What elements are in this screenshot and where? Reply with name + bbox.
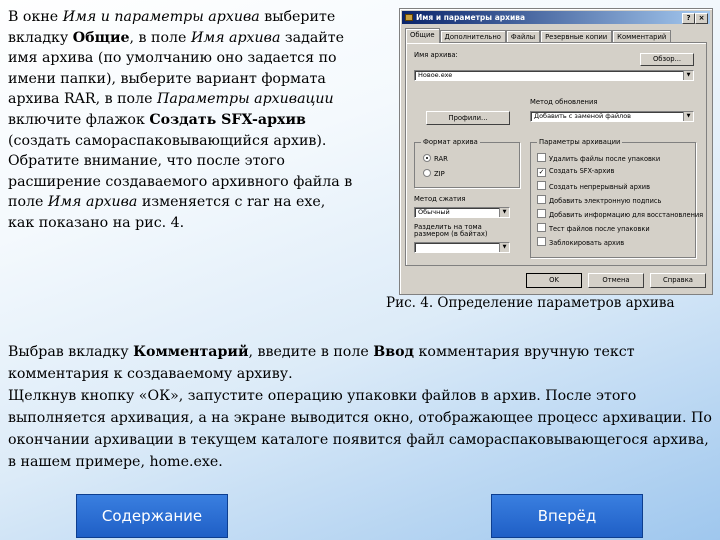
archive-format-group — [414, 138, 520, 188]
checkbox-icon: ✓ — [538, 168, 545, 176]
tab-panel-general — [405, 42, 707, 266]
archive-name-input[interactable] — [414, 70, 694, 81]
field-name: Ввод — [373, 344, 415, 360]
text: , в поле — [129, 29, 191, 46]
tab-name: Общие — [72, 29, 130, 46]
checkbox-label: Удалить файлы после упаковки — [549, 155, 661, 163]
compression-label: Метод сжатия — [414, 195, 466, 203]
checkbox-icon — [537, 195, 546, 204]
chevron-down-icon[interactable]: ▼ — [683, 71, 693, 80]
checkbox-icon — [537, 237, 546, 246]
contents-button[interactable]: Содержание — [76, 494, 228, 538]
checkbox-label: Добавить информацию для восстановления — [549, 211, 704, 219]
instruction-paragraph — [8, 7, 353, 234]
radio-icon — [423, 154, 431, 162]
field-name: Имя архива — [190, 29, 281, 46]
cancel-button[interactable]: Отмена — [588, 273, 644, 288]
dialog-title: Имя и параметры архива — [416, 13, 526, 22]
tab-name: Комментарий — [133, 344, 249, 360]
close-icon[interactable]: × — [695, 13, 708, 24]
checkbox-solid-archive[interactable] — [537, 181, 650, 191]
checkbox-name: Создать SFX-архив — [149, 111, 306, 128]
text: , введите в поле — [248, 344, 374, 360]
checkbox-icon — [537, 223, 546, 232]
archiving-options-title: Параметры архивации — [539, 138, 621, 146]
comment-paragraph — [8, 341, 714, 385]
archiving-options-group — [530, 138, 704, 258]
winrar-icon — [405, 14, 413, 21]
checkbox-create-sfx[interactable] — [537, 167, 614, 177]
browse-button[interactable]: Обзор... — [640, 53, 694, 66]
text: изменяется с rar на exe, как показано на рис. 4. — [8, 194, 326, 231]
split-volumes-select[interactable] — [414, 242, 510, 253]
update-method-label: Метод обновления — [530, 98, 598, 106]
archive-name-label: Имя архива: — [414, 51, 458, 59]
checkbox-label: Добавить электронную подпись — [549, 197, 662, 205]
archive-name-value: Новое.exe — [418, 71, 453, 79]
tab-advanced[interactable]: Дополнительно — [440, 30, 506, 43]
archiving-paragraph: Щелкнув кнопку «ОК», запустите операцию упаковки файлов в архив. После этого выполняется архивация, а на экране выводится окно, отображающее процесс архивации. По окончании архивации в текущем каталоге появится файл самораспаковывающегося архива, в нашем примере, home.exe. — [8, 388, 712, 470]
checkbox-icon — [537, 181, 546, 190]
chevron-down-icon[interactable]: ▼ — [499, 243, 509, 252]
checkbox-authenticity[interactable] — [537, 195, 661, 205]
checkbox-label: Заблокировать архив — [549, 239, 625, 247]
tab-files[interactable]: Файлы — [506, 30, 540, 43]
checkbox-icon — [537, 153, 546, 162]
text: (создать самораспаковывающийся архив). Обратите внимание, что после этого расширение создаваемого архивного файла в поле — [8, 132, 353, 211]
tab-comment[interactable]: Комментарий — [612, 30, 671, 43]
ok-button[interactable]: OK — [526, 273, 582, 288]
field-name: Имя архива — [47, 194, 138, 211]
radio-icon — [423, 169, 431, 177]
checkbox-icon — [537, 209, 546, 218]
help-button[interactable]: Справка — [650, 273, 706, 288]
split-volumes-label: Разделить на тома размером (в байтах) — [414, 223, 488, 238]
checkbox-recovery-record[interactable] — [537, 209, 703, 219]
field-name: Параметры архивации — [157, 91, 334, 108]
text: Выбрав вкладку — [8, 344, 134, 360]
tab-backup[interactable]: Резервные копии — [540, 30, 612, 43]
instruction-text-bottom — [8, 341, 714, 473]
checkbox-label: Создать SFX-архив — [549, 167, 615, 175]
text: комментария вручную текст комментария к создаваемому архиву. — [8, 344, 635, 382]
text: В окне — [8, 9, 63, 25]
radio-zip[interactable] — [423, 169, 445, 178]
dialog-titlebar — [402, 11, 710, 24]
text: задайте имя архива (по умолчанию оно задается по имени папки), выберите вариант формата архива RAR, в поле — [8, 29, 345, 108]
update-method-select[interactable] — [530, 111, 694, 122]
checkbox-delete-files[interactable] — [537, 153, 660, 163]
archive-format-title: Формат архива — [423, 138, 478, 146]
help-icon[interactable]: ? — [682, 13, 695, 24]
checkbox-lock-archive[interactable] — [537, 237, 624, 247]
tab-general[interactable]: Общие — [405, 28, 440, 43]
radio-label: ZIP — [434, 170, 445, 178]
compression-select[interactable] — [414, 207, 510, 218]
chevron-down-icon[interactable]: ▼ — [499, 208, 509, 217]
archive-dialog-figure — [399, 8, 713, 295]
dialog-tabs — [405, 28, 671, 42]
checkbox-label: Создать непрерывный архив — [549, 183, 650, 191]
dialog-name: Имя и параметры архива — [62, 9, 260, 25]
checkbox-test-files[interactable] — [537, 223, 650, 233]
next-button[interactable]: Вперёд — [491, 494, 643, 538]
compression-value: Обычный — [418, 208, 450, 216]
text: включите флажок — [8, 111, 150, 128]
figure-caption: Рис. 4. Определение параметров архива — [386, 295, 675, 311]
chevron-down-icon[interactable]: ▼ — [683, 112, 693, 121]
radio-label: RAR — [434, 155, 448, 163]
profiles-button[interactable]: Профили... — [426, 111, 510, 125]
update-method-value: Добавить с заменой файлов — [534, 112, 632, 120]
checkbox-label: Тест файлов после упаковки — [549, 225, 650, 233]
text: выберите вкладку — [8, 9, 336, 46]
radio-rar[interactable] — [423, 154, 448, 163]
